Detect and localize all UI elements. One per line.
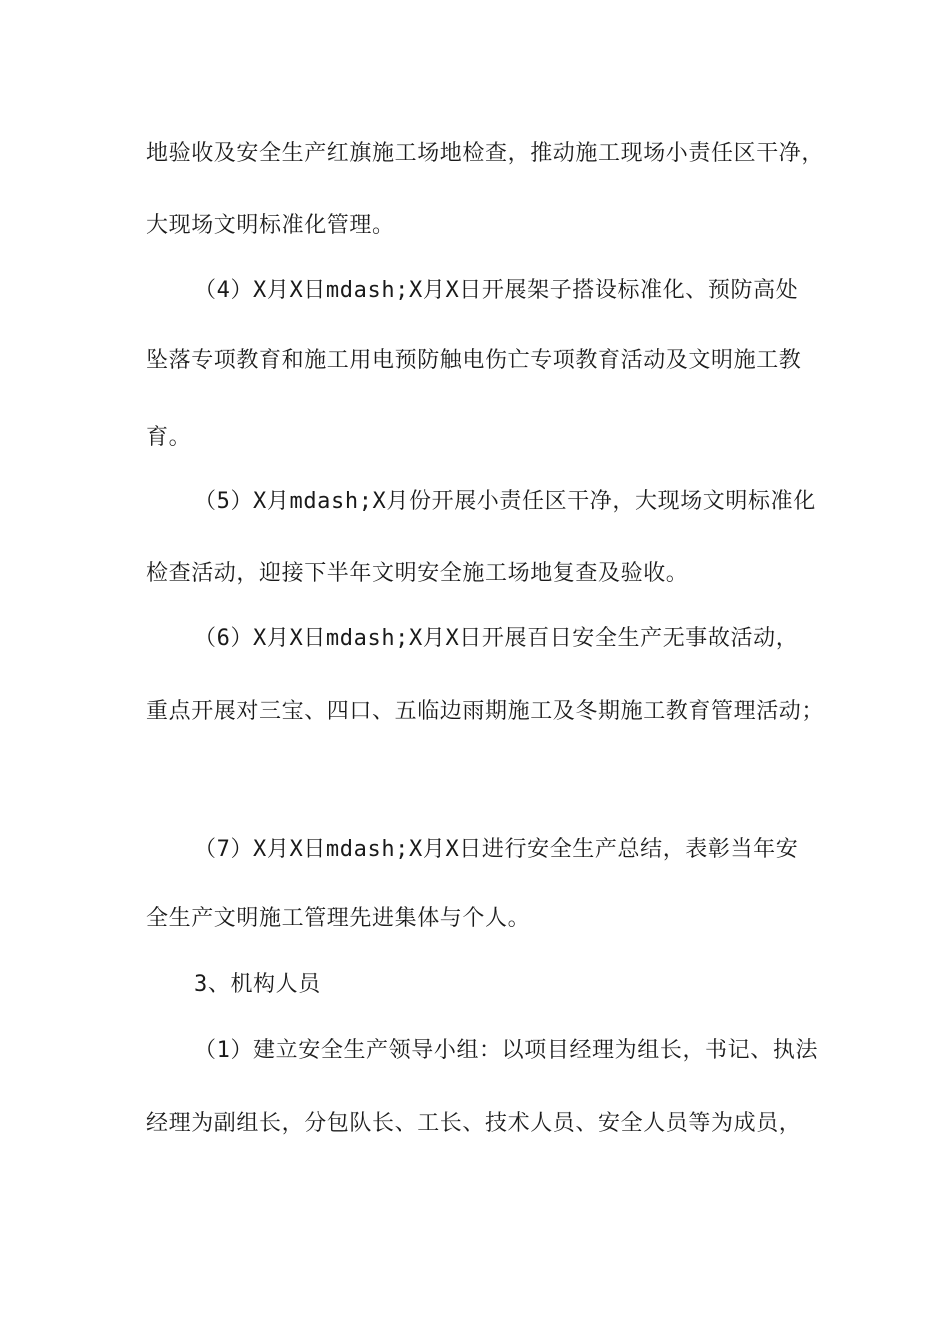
paragraph-line: 地验收及安全生产红旗施工场地检查，推动施工现场小责任区干净， [146,141,825,166]
paragraph-line: （5）X月mdash;X月份开展小责任区干净，大现场文明标准化 [194,489,816,514]
paragraph-line: 检查活动，迎接下半年文明安全施工场地复查及验收。 [146,561,689,586]
paragraph-line: 全生产文明施工管理先进集体与个人。 [146,906,531,931]
paragraph-line: （6）X月X日mdash;X月X日开展百日安全生产无事故活动， [194,626,799,651]
section-heading: 3、机构人员 [194,972,321,997]
paragraph-line: 重点开展对三宝、四口、五临边雨期施工及冬期施工教育管理活动； [146,699,825,724]
paragraph-line: 坠落专项教育和施工用电预防触电伤亡专项教育活动及文明施工教 [146,348,802,373]
paragraph-line: 经理为副组长，分包队长、工长、技术人员、安全人员等为成员， [146,1111,802,1136]
paragraph-line: （1）建立安全生产领导小组：以项目经理为组长，书记、执法 [194,1038,819,1063]
paragraph-line: 育。 [146,425,192,450]
paragraph-line: （7）X月X日mdash;X月X日进行安全生产总结，表彰当年安 [194,837,799,862]
paragraph-line: （4）X月X日mdash;X月X日开展架子搭设标准化、预防高处 [194,278,799,303]
paragraph-line: 大现场文明标准化管理。 [146,213,395,238]
